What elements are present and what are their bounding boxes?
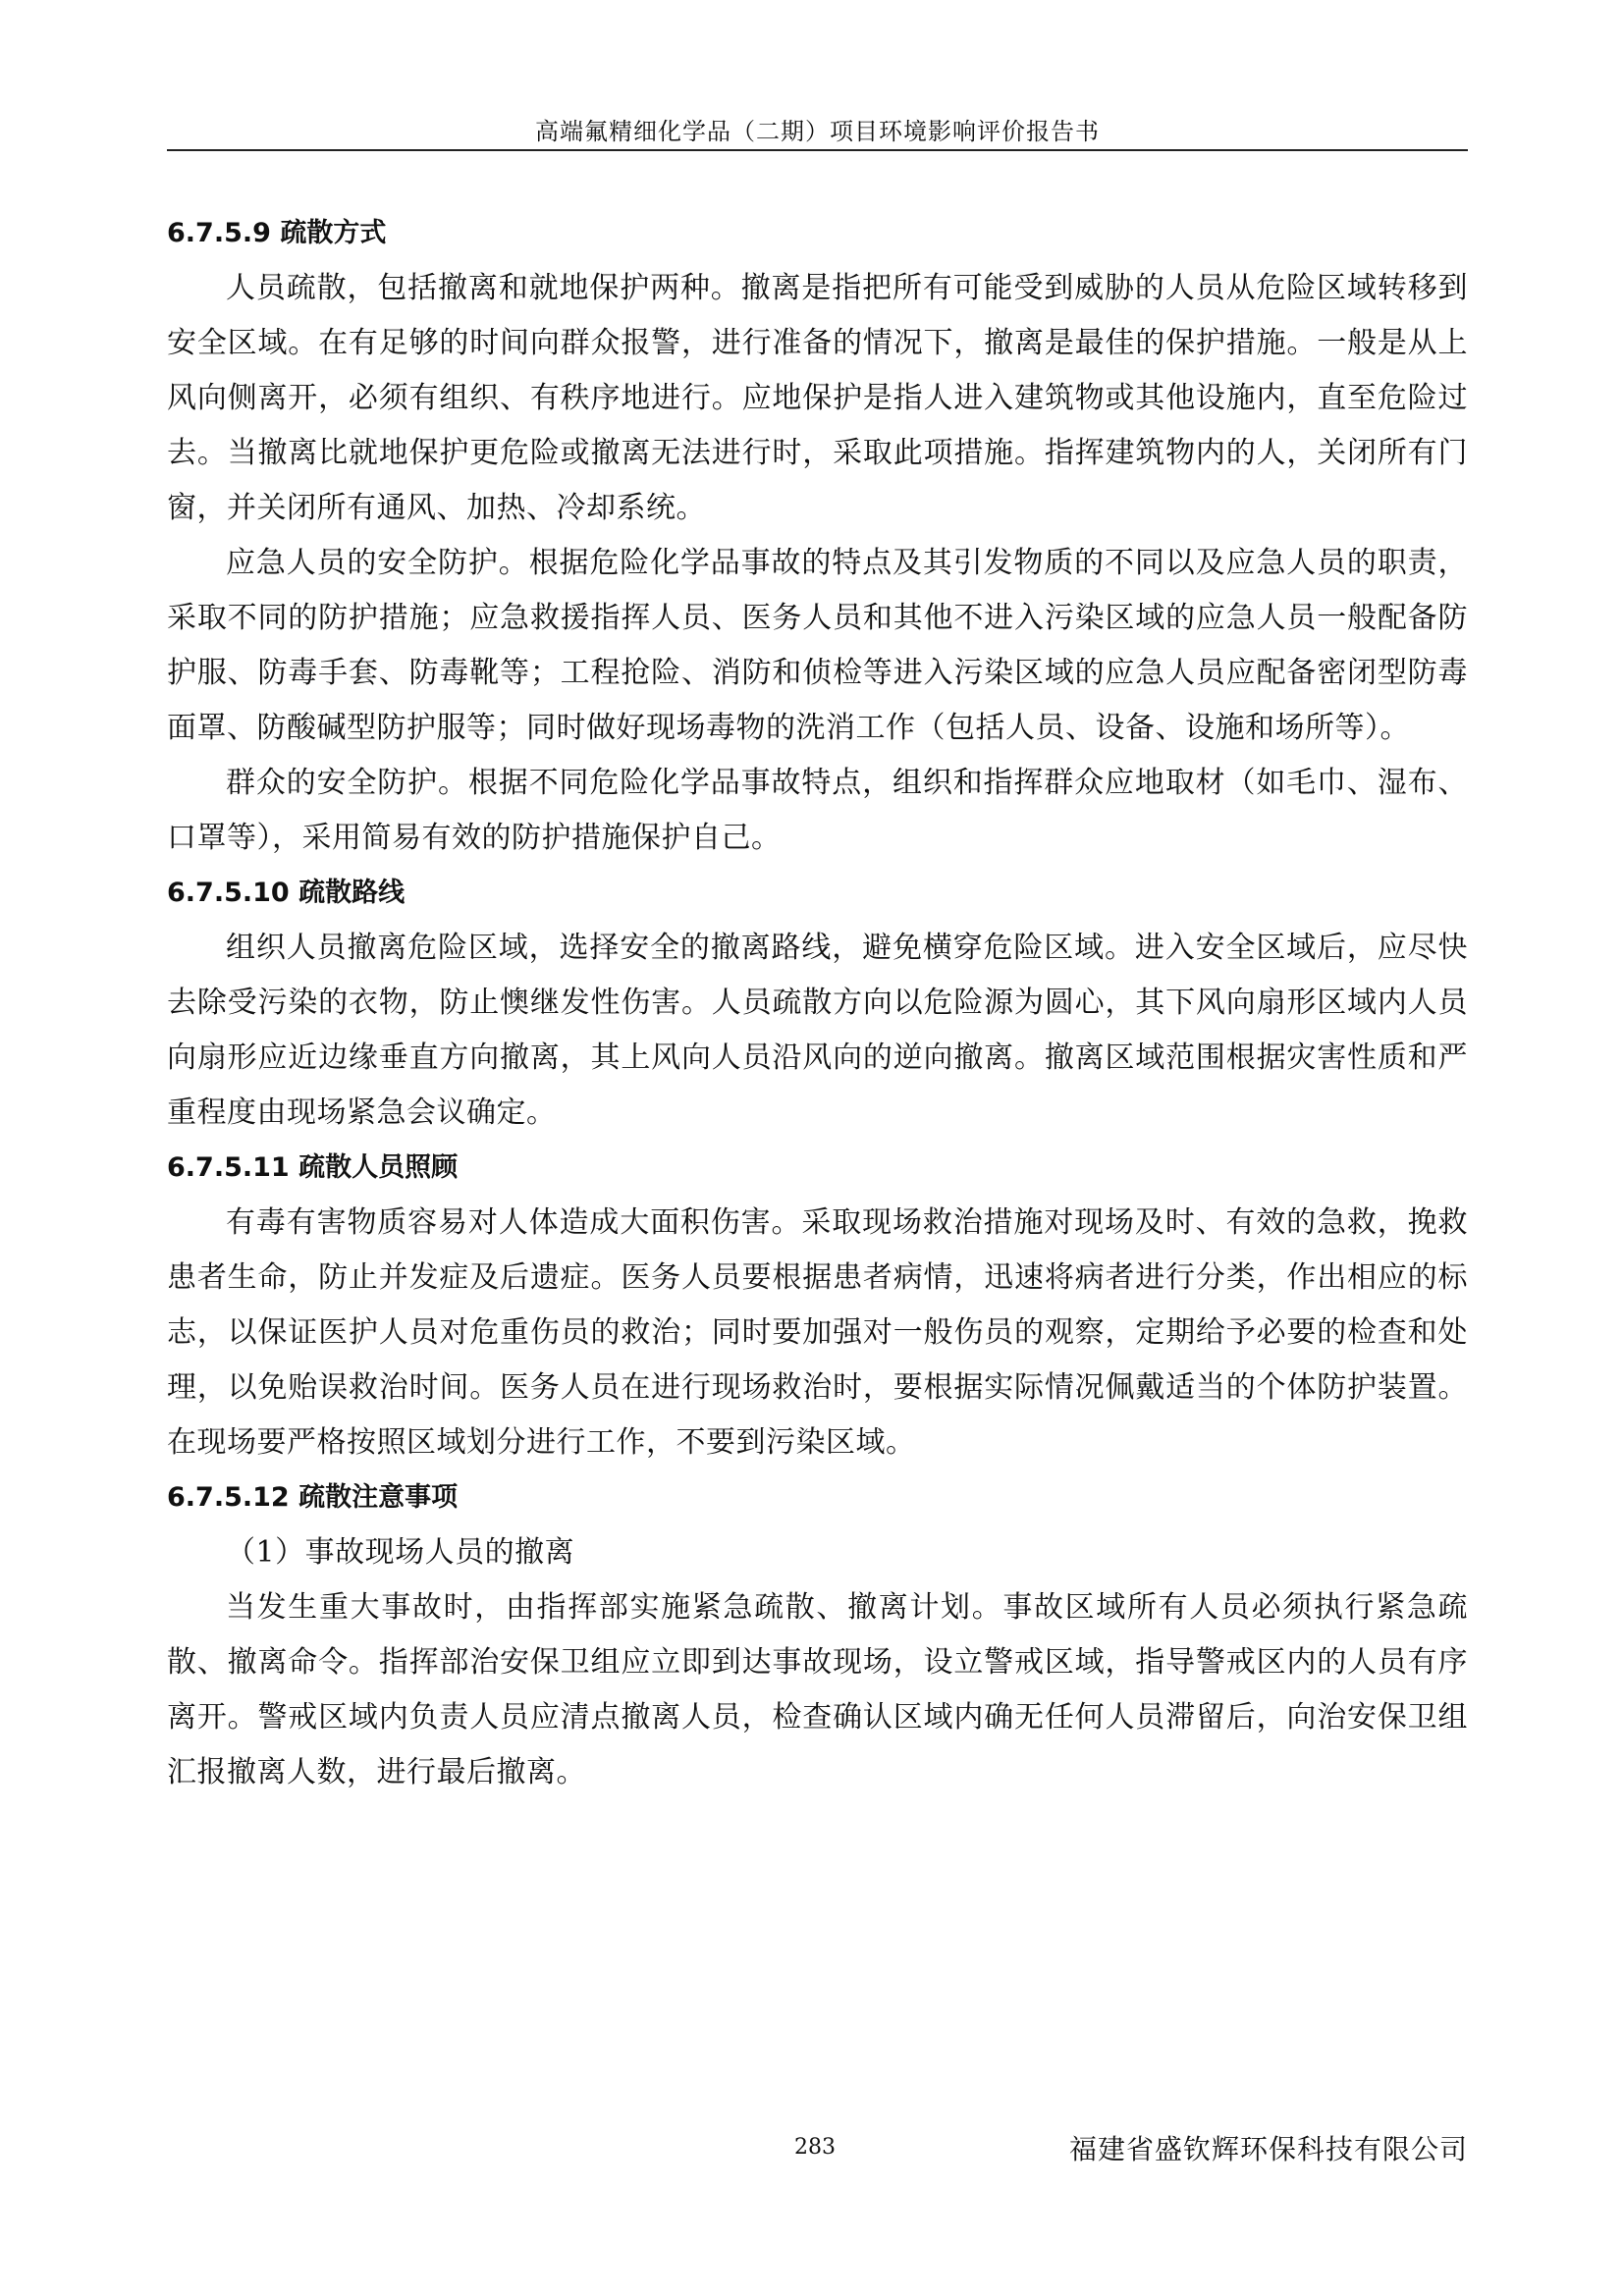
- section-evacuee-care: [167, 1141, 1468, 1470]
- section-heading: 6.7.5.11 疏散人员照顾: [167, 1152, 459, 1183]
- running-header-title: 高端氟精细化学品（二期）项目环境影响评价报告书: [535, 118, 1100, 145]
- paragraph: 应急人员的安全防护。根据危险化学品事故的特点及其引发物质的不同以及应急人员的职责，采取不同的防护措施；应急救援指挥人员、医务人员和其他不进入污染区域的应急人员一般配备防护服、防毒手套、防毒靴等；工程抢险、消防和侦检等进入污染区域的应急人员应配备密闭型防毒面罩、防酸碱型防护服等；同时做好现场毒物的洗消工作（包括人员、设备、设施和场所等）。: [167, 546, 1468, 745]
- body-content: [167, 206, 1468, 1800]
- paragraph: 当发生重大事故时，由指挥部实施紧急疏散、撤离计划。事故区域所有人员必须执行紧急疏散、撤离命令。指挥部治安保卫组应立即到达事故现场，设立警戒区域，指导警戒区内的人员有序离开。警戒区域内负责人员应清点撤离人员，检查确认区域内确无任何人员滞留后，向治安保卫组汇报撤离人数，进行最后撤离。: [167, 1590, 1468, 1789]
- section-heading: 6.7.5.9 疏散方式: [167, 218, 387, 248]
- footer-company: 福建省盛钦辉环保科技有限公司: [1068, 2133, 1468, 2165]
- header-rule: [167, 149, 1468, 151]
- paragraph: 群众的安全防护。根据不同危险化学品事故特点，组织和指挥群众应地取材（如毛巾、湿布、口罩等），采用简易有效的防护措施保护自己。: [167, 766, 1468, 855]
- section-heading: 6.7.5.10 疏散路线: [167, 878, 406, 908]
- section-evacuation-methods: [167, 206, 1468, 866]
- section-evacuation-notes: [167, 1470, 1468, 1800]
- paragraph: 组织人员撤离危险区域，选择安全的撤离路线，避免横穿危险区域。进入安全区域后，应尽快去除受污染的衣物，防止懊继发性伤害。人员疏散方向以危险源为圆心，其下风向扇形区域内人员向扇形应近边缘垂直方向撤离，其上风向人员沿风向的逆向撤离。撤离区域范围根据灾害性质和严重程度由现场紧急会议确定。: [167, 931, 1468, 1130]
- subheading-item: （1）事故现场人员的撤离: [226, 1535, 575, 1570]
- page-number: 283: [794, 2135, 836, 2160]
- paragraph: 有毒有害物质容易对人体造成大面积伤害。采取现场救治措施对现场及时、有效的急救，挽救患者生命，防止并发症及后遗症。医务人员要根据患者病情，迅速将病者进行分类，作出相应的标志，以保证医护人员对危重伤员的救治；同时要加强对一般伤员的观察，定期给予必要的检查和处理，以免贻误救治时间。医务人员在进行现场救治时，要根据实际情况佩戴适当的个体防护装置。在现场要严格按照区域划分进行工作，不要到污染区域。: [167, 1205, 1468, 1460]
- section-heading: 6.7.5.12 疏散注意事项: [167, 1482, 459, 1513]
- paragraph: 人员疏散，包括撤离和就地保护两种。撤离是指把所有可能受到威胁的人员从危险区域转移到安全区域。在有足够的时间向群众报警，进行准备的情况下，撤离是最佳的保护措施。一般是从上风向侧离开，必须有组织、有秩序地进行。应地保护是指人进入建筑物或其他设施内，直至危险过去。当撤离比就地保护更危险或撤离无法进行时，采取此项措施。指挥建筑物内的人，关闭所有门窗，并关闭所有通风、加热、冷却系统。: [167, 271, 1468, 525]
- section-evacuation-routes: [167, 866, 1468, 1141]
